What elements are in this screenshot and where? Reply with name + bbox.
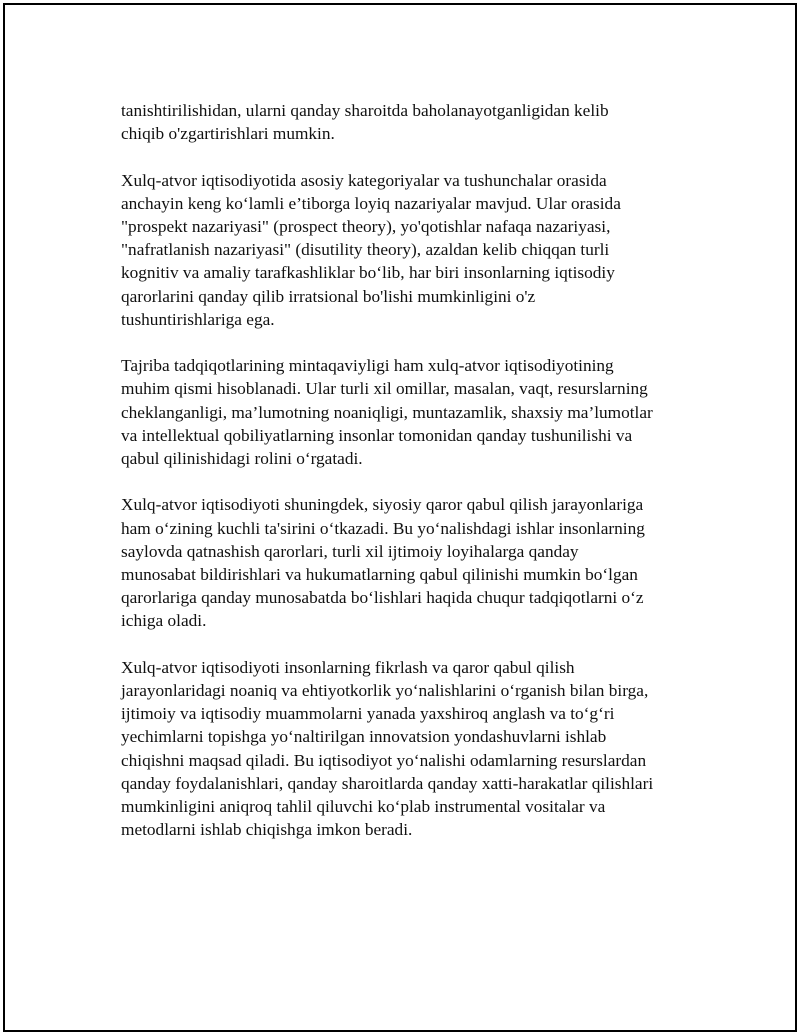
document-body <box>121 99 711 865</box>
paragraph-5: Xulq-atvor iqtisodiyoti insonlarning fikrlash va qaror qabul qilish jarayonlaridagi noaniq va ehtiyotkorlik yo‘nalishlarini o‘rganish bilan birga, ijtimoiy va iqtisodiy muammolarni yanada yaxshiroq anglash va to‘g‘ri yechimlarni topishga yo‘naltirilgan innovatsion yondashuvlarni ishlab chiqishni maqsad qiladi. Bu iqtisodiyot yo‘nalishi odamlarning resurslardan qanday foydalanishlari, qanday sharoitlarda qanday xatti-harakatlar qilishlari mumkinligini aniqroq tahlil qiluvchi ko‘plab instrumental vositalar va metodlarni ishlab chiqishga imkon beradi. <box>121 657 654 840</box>
paragraph-2: Xulq-atvor iqtisodiyotida asosiy kategoriyalar va tushunchalar orasida anchayin keng ko‘lamli e’tiborga loyiq nazariyalar mavjud. Ular orasida "prospekt nazariyasi" (prospect theory), yo'qotishlar nafaqa nazariyasi, "nafratlanish nazariyasi" (disutility theory), azaldan kelib chiqqan turli kognitiv va amaliy tarafkashliklar bo‘lib, har biri insonlarning iqtisodiy qarorlarini qanday qilib irratsional bo'lishi mumkinligini o'z tushuntirishlariga ega. <box>121 170 621 329</box>
paragraph-4: Xulq-atvor iqtisodiyoti shuningdek, siyosiy qaror qabul qilish jarayonlariga ham o‘zining kuchli ta'sirini o‘tkazadi. Bu yo‘nalishdagi ishlar insonlarning saylovda qatnashish qarorlari, turli xil ijtimoiy loyihalarga qanday munosabat bildirishlari va hukumatlarning qabul qilinishi mumkin bo‘lgan qarorlariga qanday munosabatda bo‘lishlari haqida chuqur tadqiqotlarni o‘z ichiga oladi. <box>121 495 645 631</box>
paragraph-3: Tajriba tadqiqotlarining mintaqaviyligi ham xulq-atvor iqtisodiyotining muhim qismi hisoblanadi. Ular turli xil omillar, masalan, vaqt, resurslarning cheklanganligi, ma’lumotning noaniqligi, muntazamlik, shaxsiy ma’lumotlar va intellektual qobiliyatlarning insonlar tomonidan qanday tushunilishi va qabul qilinishidagi rolini o‘rgatadi. <box>121 356 653 469</box>
paragraph-1: tanishtirilishidan, ularni qanday sharoitda baholanayotganligidan kelib chiqib o'zgartirishlari mumkin. <box>121 101 609 144</box>
page-frame <box>3 3 797 1032</box>
